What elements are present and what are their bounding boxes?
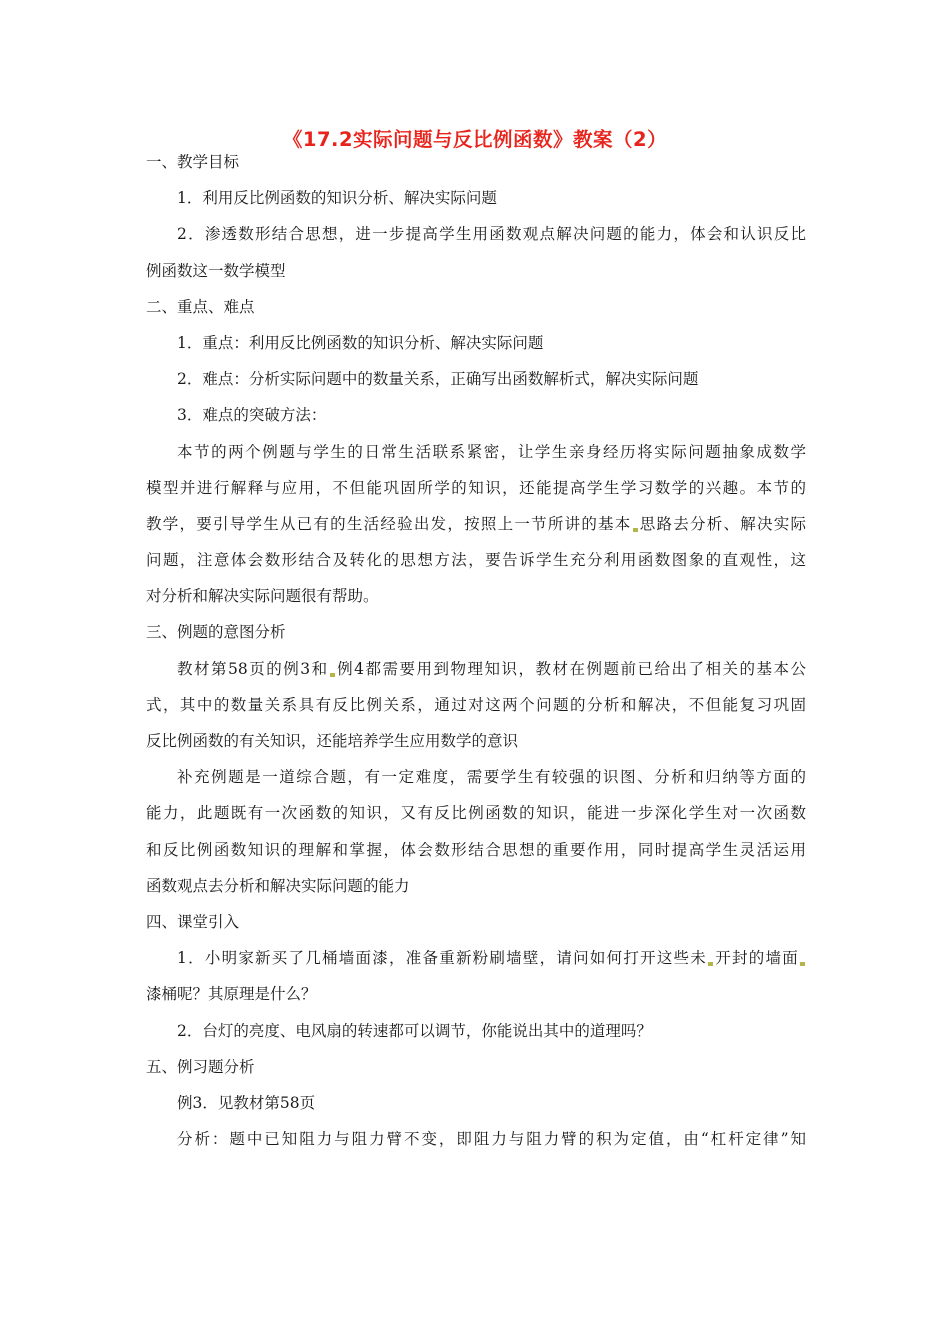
paragraph-line: 补充例题是一道综合题，有一定难度，需要学生有较强的识图、分析和归纳等方面的 [177,768,806,787]
paragraph-line: 式，其中的数量关系具有反比例关系，通过对这两个问题的分析和解决，不但能复习巩固 [146,695,806,714]
section-heading-exercise-analysis: 五、例习题分析 [146,1057,255,1076]
document-body [146,144,806,1157]
intro-item-1-line2: 漆桶呢？其原理是什么？ [146,985,317,1004]
edit-mark [633,528,638,532]
analysis-line: 分析：题中已知阻力与阻力臂不变，即阻力与阻力臂的积为定值，由“杠杆定律”知 [177,1130,806,1149]
paragraph-line [146,506,806,542]
objective-item-2-line1: 2．渗透数形结合思想，进一步提高学生用函数观点解决问题的能力，体会和认识反比 [177,225,806,244]
objective-item-1: 1．利用反比例函数的知识分析、解决实际问题 [177,189,497,208]
paragraph-line: 函数观点去分析和解决实际问题的能力 [146,876,410,895]
edit-mark [708,962,713,966]
edit-mark [330,673,335,677]
paragraph-line: 对分析和解决实际问题很有帮助。 [146,587,379,606]
paragraph-line: 本节的两个例题与学生的日常生活联系紧密，让学生亲身经历将实际问题抽象成数学 [177,442,806,461]
paragraph-line [146,651,806,687]
objective-item-2-line2: 例函数这一数学模型 [146,261,286,280]
paragraph-line: 反比例函数的有关知识，还能培养学生应用数学的意识 [146,732,519,750]
text-span: 思路去分析、解决实际 [638,514,806,533]
document-title: 《17.2实际问题与反比例函数》教案（2） [282,128,668,151]
paragraph-line: 问题，注意体会数形结合及转化的思想方法，要告诉学生充分利用函数图象的直观性，这 [146,551,806,570]
text-span: 教学，要引导学生从已有的生活经验出发，按照上一节所讲的基本 [146,514,632,533]
paragraph-line: 模型并进行解释与应用，不但能巩固所学的知识，还能提高学生学习数学的兴趣。本节的 [146,478,806,497]
text-span: 例4都需要用到物理知识，教材在例题前已给出了相关的基本公 [335,659,806,678]
intro-item-2: 2．台灯的亮度、电风扇的转速都可以调节，你能说出其中的道理吗？ [177,1021,652,1040]
text-span: 教材第58页的例3和 [177,659,329,678]
key-point-item-3: 3．难点的突破方法： [177,406,327,425]
section-heading-key-points: 二、重点、难点 [146,297,255,316]
edit-mark [800,962,805,966]
example-label: 例3．见教材第58页 [177,1093,316,1112]
paragraph-line: 能力，此题既有一次函数的知识，又有反比例函数的知识，能进一步深化学生对一次函数 [146,804,806,823]
section-heading-introduction: 四、课堂引入 [146,912,240,931]
text-span: 1．小明家新买了几桶墙面漆，准备重新粉刷墙壁，请问如何打开这些未 [177,949,708,968]
text-span: 开封的墙面 [714,949,799,968]
section-heading-example-intent: 三、例题的意图分析 [146,623,286,642]
key-point-item-2: 2．难点：分析实际问题中的数量关系，正确写出函数解析式，解决实际问题 [177,370,699,389]
intro-item-1-line1 [146,940,806,976]
paragraph-line: 和反比例函数知识的理解和掌握，体会数形结合思想的重要作用，同时提高学生灵活运用 [146,840,806,859]
section-heading-objectives: 一、教学目标 [146,153,240,171]
key-point-item-1: 1．重点：利用反比例函数的知识分析、解决实际问题 [177,333,544,352]
